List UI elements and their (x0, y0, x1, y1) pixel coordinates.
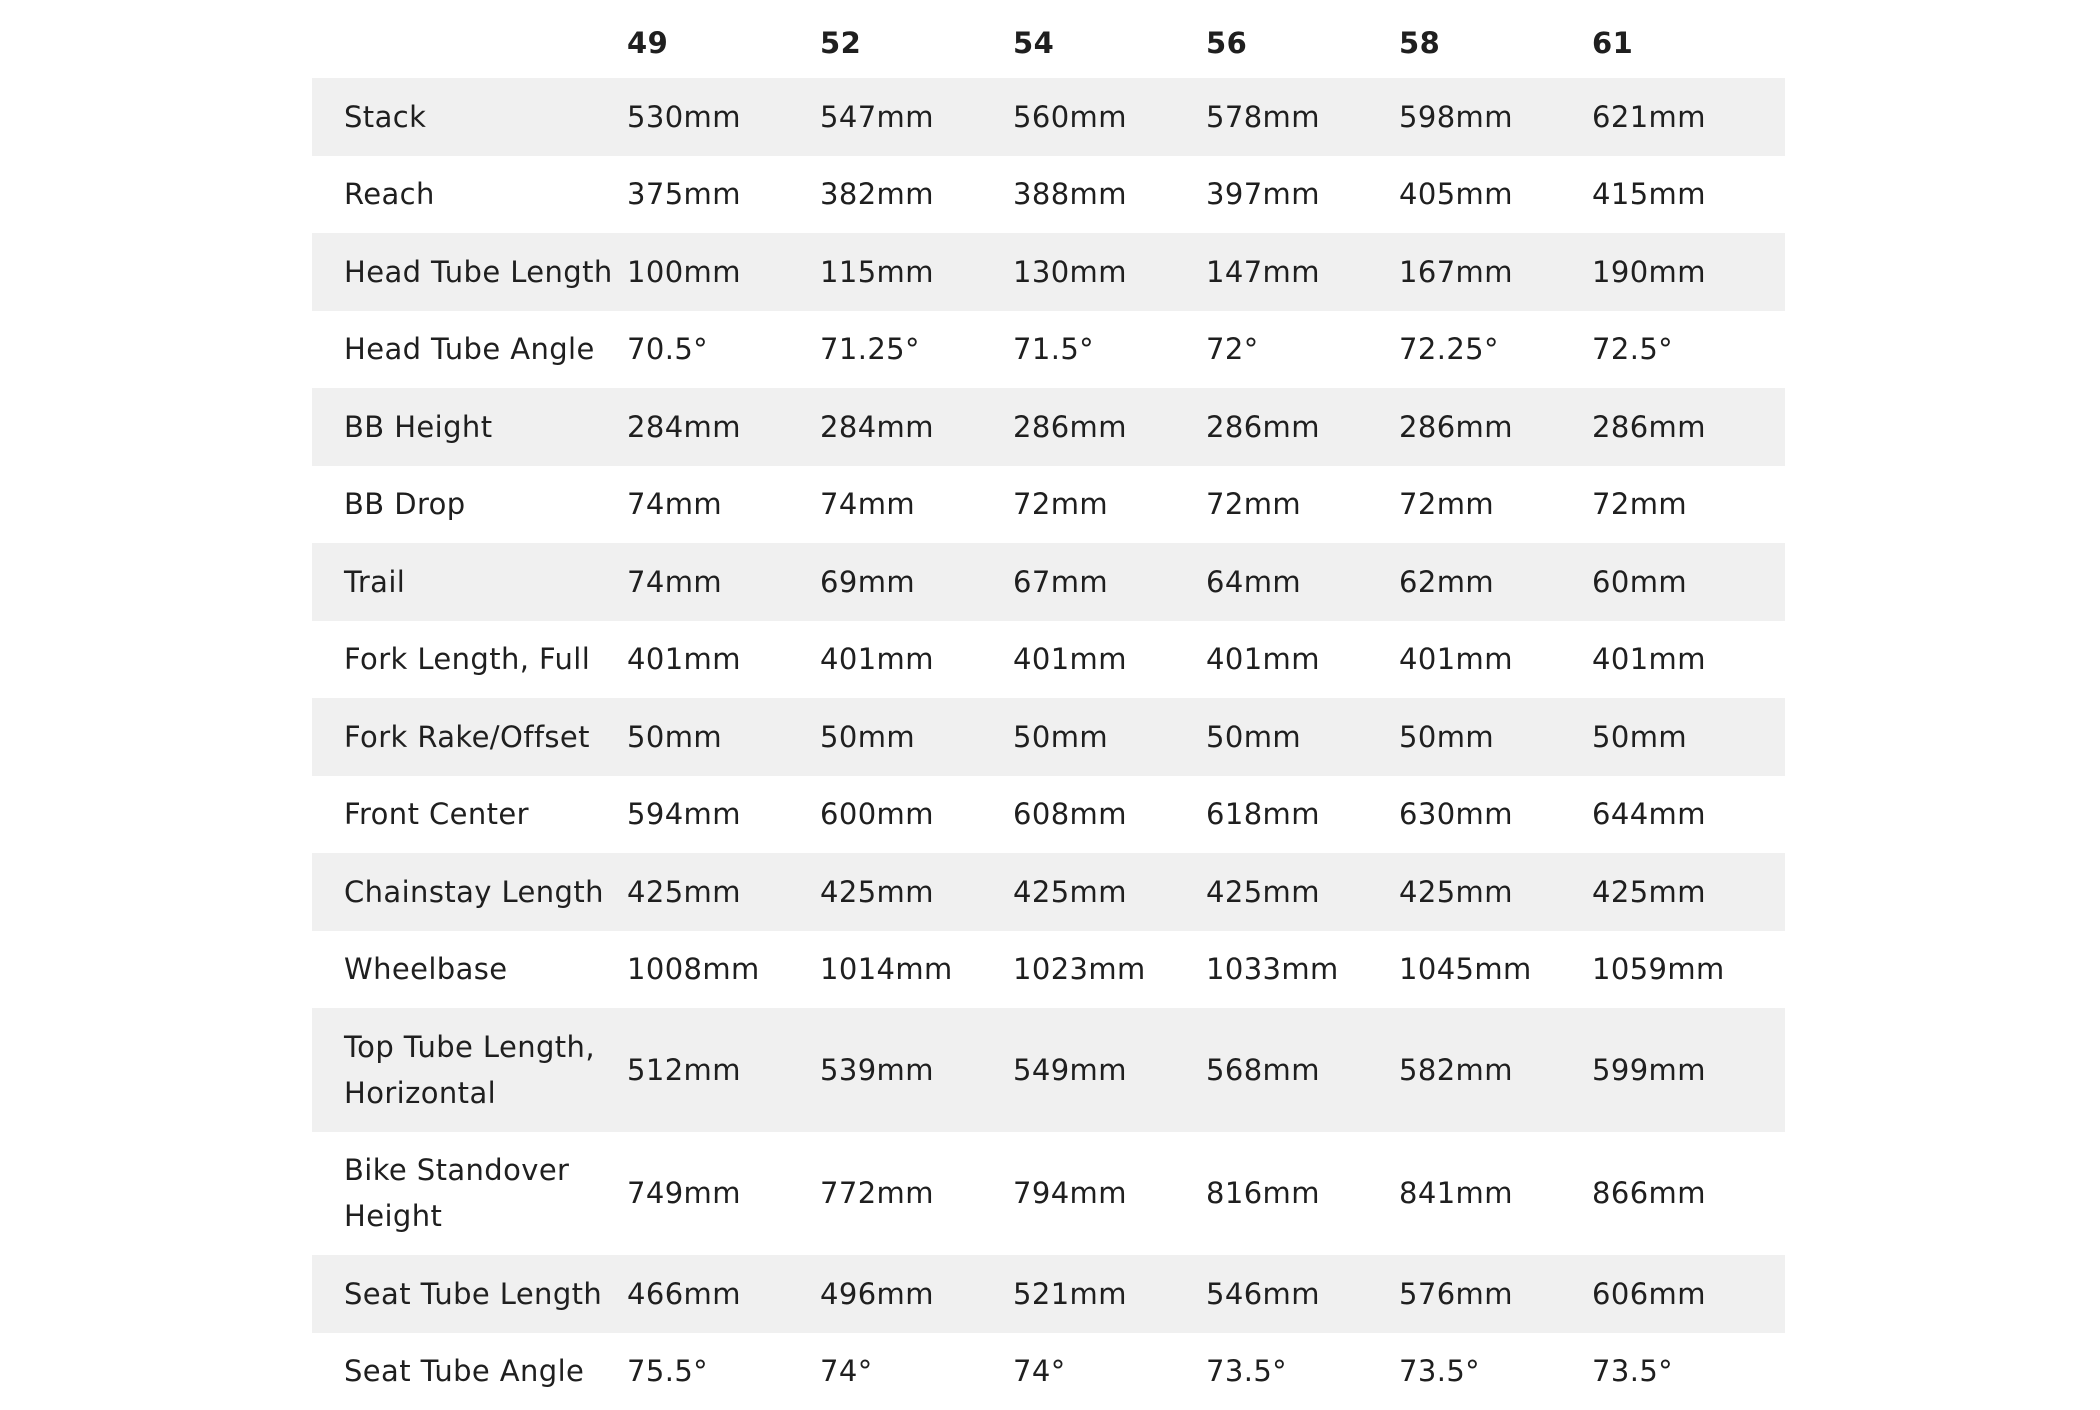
row-value: 375mm (627, 171, 820, 217)
table-row (312, 1132, 1785, 1256)
row-value: 630mm (1399, 791, 1592, 837)
table-row (312, 156, 1785, 234)
row-value: 73.5° (1206, 1348, 1399, 1394)
table-header-row (312, 8, 1785, 78)
row-label: Head Tube Length (312, 249, 627, 295)
row-value: 401mm (627, 636, 820, 682)
table-row (312, 311, 1785, 389)
row-value: 621mm (1592, 94, 1785, 140)
row-value: 130mm (1013, 249, 1206, 295)
row-value: 50mm (1013, 714, 1206, 760)
row-label: Stack (312, 94, 627, 140)
row-value: 1045mm (1399, 946, 1592, 992)
row-value: 749mm (627, 1170, 820, 1216)
table-row (312, 776, 1785, 854)
row-value: 72.5° (1592, 326, 1785, 372)
table-row (312, 1008, 1785, 1132)
table-row (312, 853, 1785, 931)
row-value: 190mm (1592, 249, 1785, 295)
table-row (312, 466, 1785, 544)
row-value: 549mm (1013, 1047, 1206, 1093)
row-value: 425mm (1013, 869, 1206, 915)
row-value: 71.25° (820, 326, 1013, 372)
row-value: 167mm (1399, 249, 1592, 295)
row-value: 415mm (1592, 171, 1785, 217)
row-label: Seat Tube Angle (312, 1348, 627, 1394)
row-value: 60mm (1592, 559, 1785, 605)
row-value: 72mm (1399, 481, 1592, 527)
row-value: 866mm (1592, 1170, 1785, 1216)
size-header: 52 (820, 20, 1013, 66)
row-value: 618mm (1206, 791, 1399, 837)
size-header: 56 (1206, 20, 1399, 66)
row-label: Fork Rake/Offset (312, 714, 627, 760)
row-label: BB Height (312, 404, 627, 450)
row-value: 608mm (1013, 791, 1206, 837)
row-value: 284mm (820, 404, 1013, 450)
row-value: 401mm (1592, 636, 1785, 682)
row-value: 74° (820, 1348, 1013, 1394)
row-value: 74mm (627, 559, 820, 605)
table-row (312, 388, 1785, 466)
row-label: Front Center (312, 791, 627, 837)
row-value: 405mm (1399, 171, 1592, 217)
geometry-table (312, 8, 1785, 1410)
row-label: Fork Length, Full (312, 636, 627, 682)
row-value: 73.5° (1399, 1348, 1592, 1394)
table-row (312, 698, 1785, 776)
row-value: 1033mm (1206, 946, 1399, 992)
row-value: 466mm (627, 1271, 820, 1317)
row-value: 521mm (1013, 1271, 1206, 1317)
row-value: 496mm (820, 1271, 1013, 1317)
row-value: 568mm (1206, 1047, 1399, 1093)
row-value: 72mm (1592, 481, 1785, 527)
row-value: 72mm (1013, 481, 1206, 527)
row-value: 512mm (627, 1047, 820, 1093)
row-value: 67mm (1013, 559, 1206, 605)
row-label: Wheelbase (312, 946, 627, 992)
row-value: 72° (1206, 326, 1399, 372)
row-label: Head Tube Angle (312, 326, 627, 372)
row-label: Chainstay Length (312, 869, 627, 915)
table-row (312, 1255, 1785, 1333)
row-value: 147mm (1206, 249, 1399, 295)
row-value: 578mm (1206, 94, 1399, 140)
row-value: 286mm (1013, 404, 1206, 450)
row-value: 50mm (1206, 714, 1399, 760)
row-value: 50mm (820, 714, 1013, 760)
row-value: 1008mm (627, 946, 820, 992)
row-value: 64mm (1206, 559, 1399, 605)
row-value: 841mm (1399, 1170, 1592, 1216)
table-row (312, 78, 1785, 156)
row-value: 70.5° (627, 326, 820, 372)
row-value: 425mm (1399, 869, 1592, 915)
table-row (312, 621, 1785, 699)
row-value: 425mm (820, 869, 1013, 915)
row-value: 547mm (820, 94, 1013, 140)
size-header: 61 (1592, 20, 1785, 66)
row-label: Seat Tube Length (312, 1271, 627, 1317)
row-value: 72mm (1206, 481, 1399, 527)
row-value: 599mm (1592, 1047, 1785, 1093)
table-row (312, 543, 1785, 621)
row-value: 1059mm (1592, 946, 1785, 992)
row-value: 546mm (1206, 1271, 1399, 1317)
row-label: Reach (312, 171, 627, 217)
row-value: 286mm (1206, 404, 1399, 450)
row-value: 286mm (1592, 404, 1785, 450)
row-value: 74° (1013, 1348, 1206, 1394)
row-label: Bike Standover Height (312, 1147, 627, 1239)
row-value: 62mm (1399, 559, 1592, 605)
row-value: 286mm (1399, 404, 1592, 450)
row-value: 594mm (627, 791, 820, 837)
row-value: 425mm (1592, 869, 1785, 915)
row-value: 50mm (1592, 714, 1785, 760)
row-value: 582mm (1399, 1047, 1592, 1093)
row-value: 401mm (820, 636, 1013, 682)
row-value: 73.5° (1592, 1348, 1785, 1394)
row-label: BB Drop (312, 481, 627, 527)
table-row (312, 1333, 1785, 1410)
row-value: 74mm (820, 481, 1013, 527)
row-value: 100mm (627, 249, 820, 295)
row-value: 50mm (1399, 714, 1592, 760)
table-row (312, 931, 1785, 1009)
table-row (312, 233, 1785, 311)
row-value: 69mm (820, 559, 1013, 605)
size-header: 54 (1013, 20, 1206, 66)
row-value: 72.25° (1399, 326, 1592, 372)
row-label: Trail (312, 559, 627, 605)
row-value: 606mm (1592, 1271, 1785, 1317)
row-value: 50mm (627, 714, 820, 760)
row-label: Top Tube Length, Horizontal (312, 1024, 627, 1116)
row-value: 425mm (1206, 869, 1399, 915)
row-value: 401mm (1206, 636, 1399, 682)
row-value: 772mm (820, 1170, 1013, 1216)
row-value: 600mm (820, 791, 1013, 837)
row-value: 397mm (1206, 171, 1399, 217)
row-value: 576mm (1399, 1271, 1592, 1317)
row-value: 530mm (627, 94, 820, 140)
row-value: 816mm (1206, 1170, 1399, 1216)
row-value: 74mm (627, 481, 820, 527)
row-value: 598mm (1399, 94, 1592, 140)
row-value: 75.5° (627, 1348, 820, 1394)
row-value: 382mm (820, 171, 1013, 217)
row-value: 401mm (1399, 636, 1592, 682)
row-value: 1023mm (1013, 946, 1206, 992)
row-value: 71.5° (1013, 326, 1206, 372)
row-value: 284mm (627, 404, 820, 450)
row-value: 539mm (820, 1047, 1013, 1093)
row-value: 388mm (1013, 171, 1206, 217)
row-value: 1014mm (820, 946, 1013, 992)
size-header: 58 (1399, 20, 1592, 66)
row-value: 644mm (1592, 791, 1785, 837)
row-value: 560mm (1013, 94, 1206, 140)
row-value: 794mm (1013, 1170, 1206, 1216)
size-header: 49 (627, 20, 820, 66)
row-value: 401mm (1013, 636, 1206, 682)
row-value: 425mm (627, 869, 820, 915)
row-value: 115mm (820, 249, 1013, 295)
